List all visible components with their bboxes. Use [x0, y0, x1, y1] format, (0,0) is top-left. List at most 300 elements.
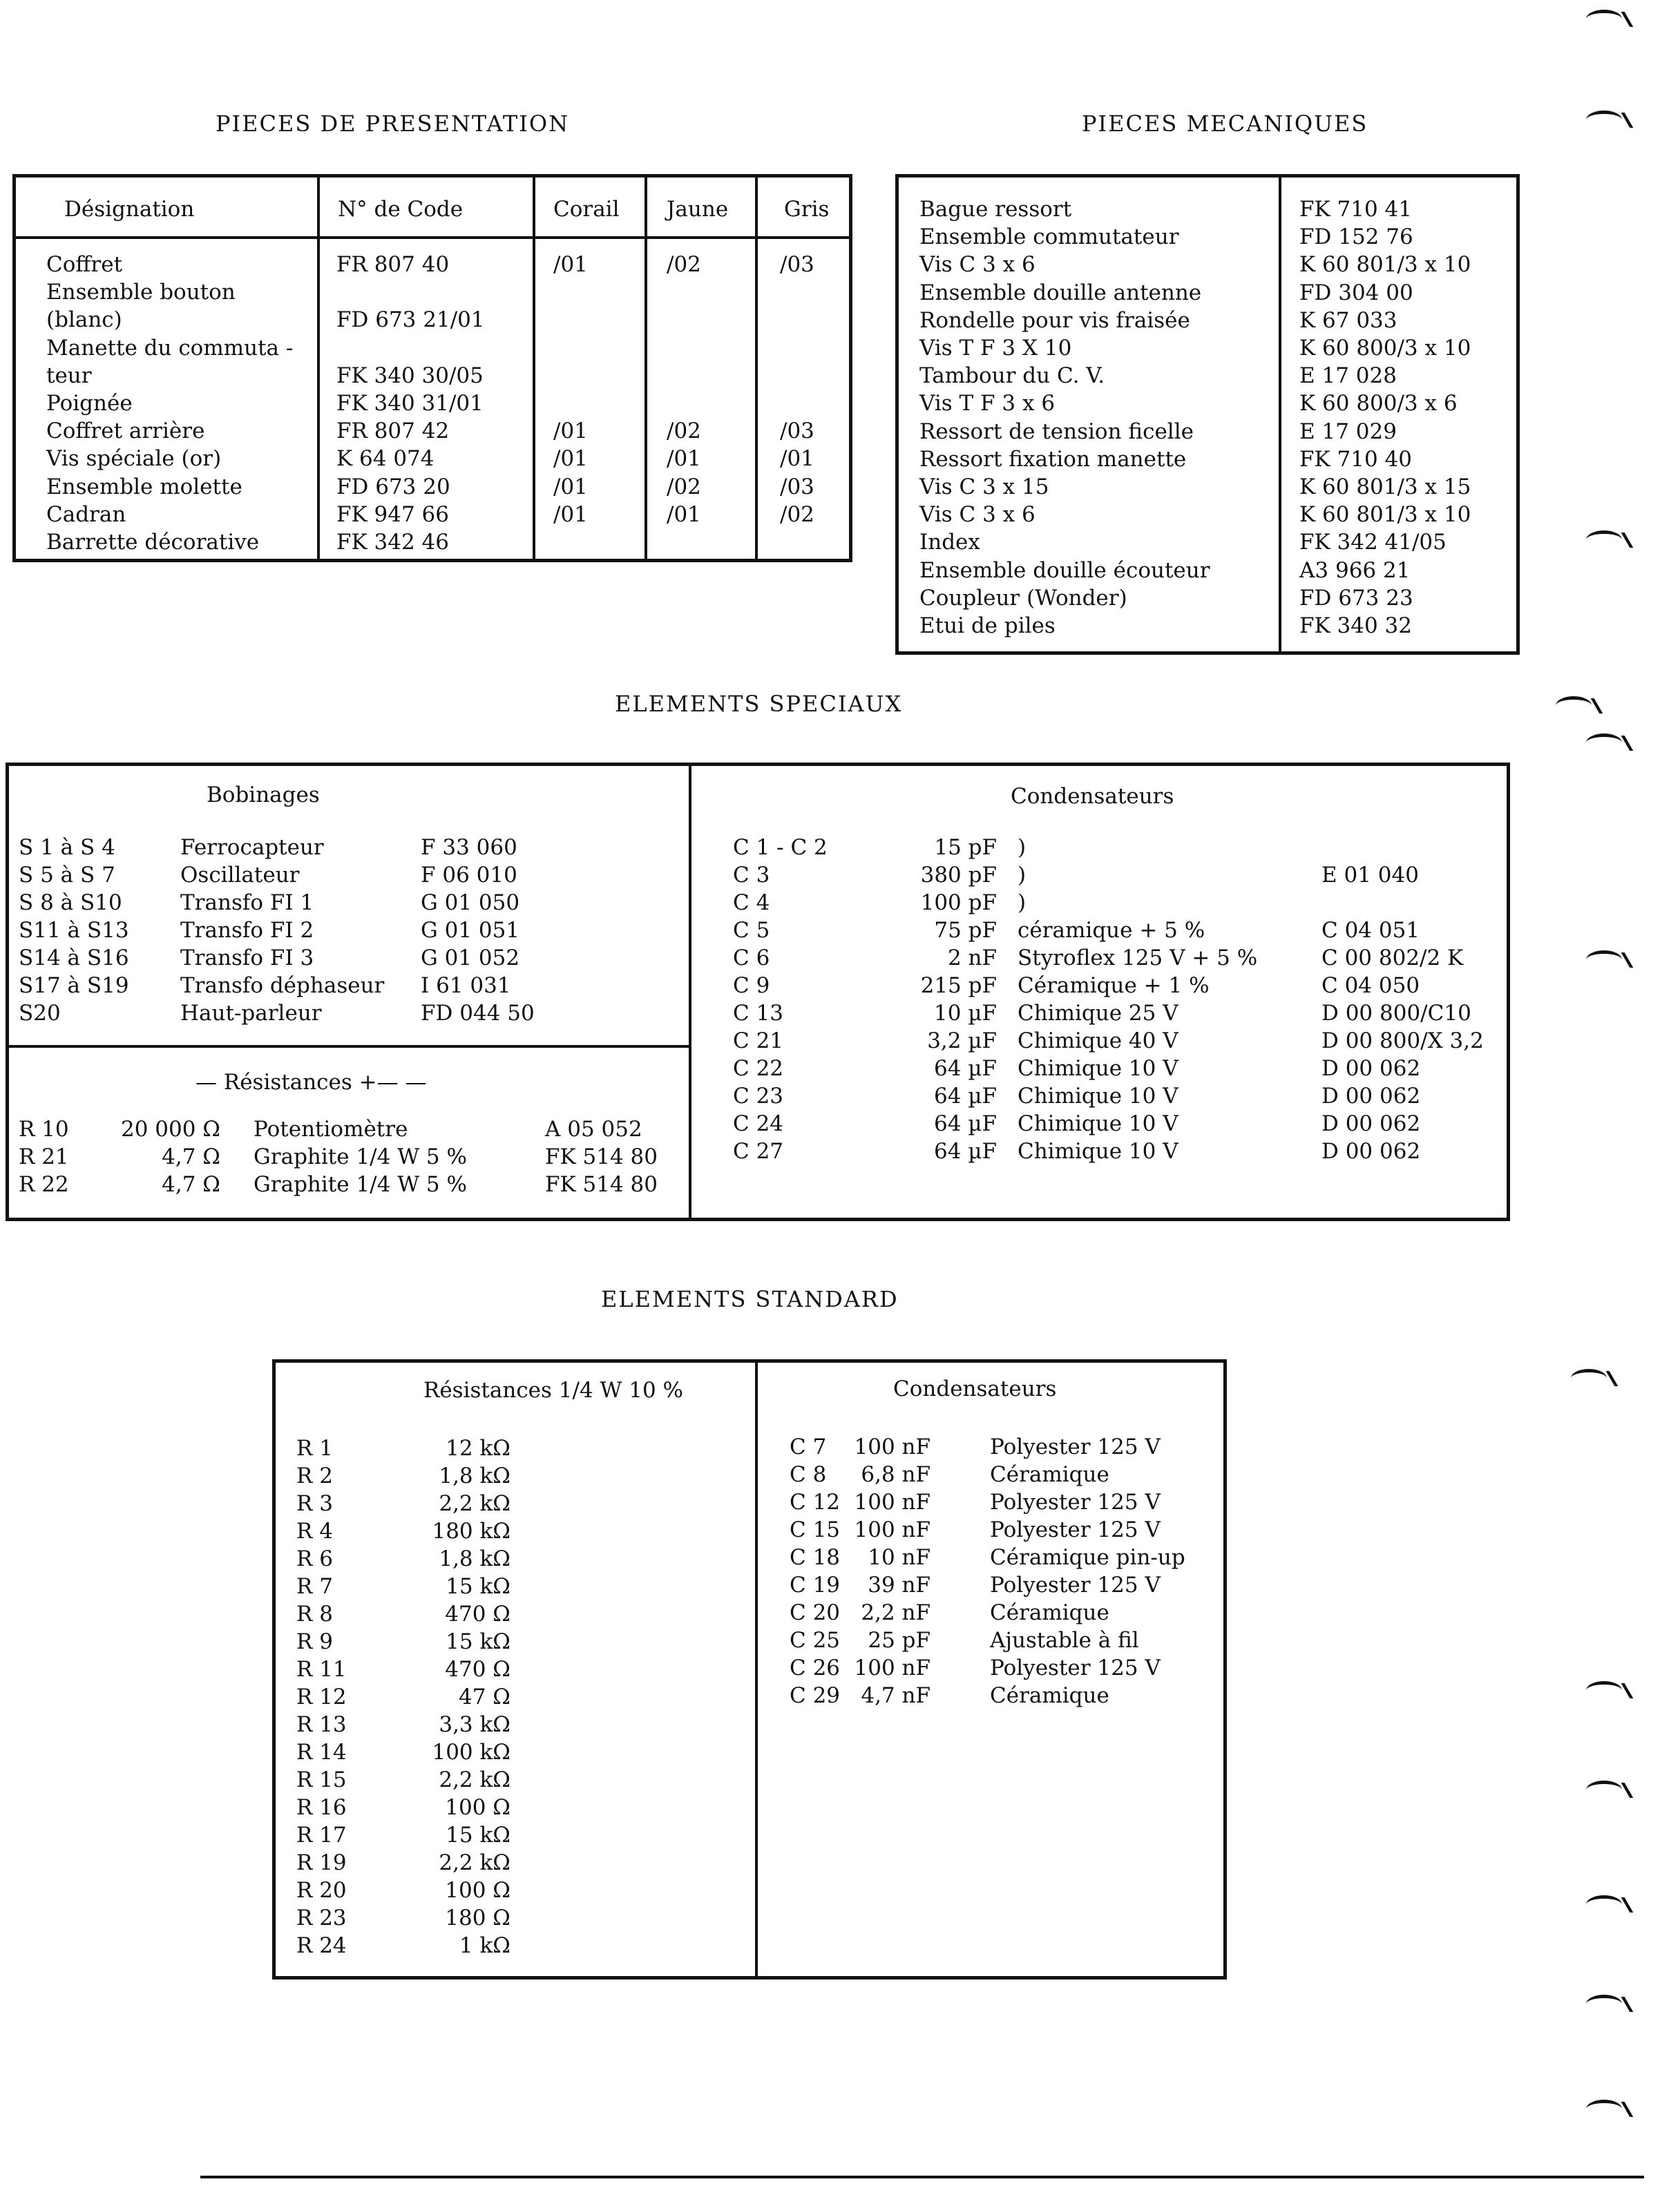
speciaux-condensateur-row-code: D 00 062	[1321, 1056, 1421, 1081]
mecaniques-row-designation: Ensemble commutateur	[919, 224, 1179, 250]
presentation-row	[16, 530, 849, 557]
speciaux-condensateur-row-code: D 00 800/X 3,2	[1321, 1028, 1484, 1053]
standard-resistance-row-ref: R 14	[296, 1740, 347, 1765]
bobinage-row-code: G 01 050	[421, 890, 520, 915]
standard-condensateur-row-value: 39 nF	[868, 1573, 930, 1598]
speciaux-condensateur-row	[9, 1111, 1507, 1139]
speciaux-condensateur-row-ref: C 4	[733, 890, 770, 915]
speciaux-table	[6, 763, 1510, 1221]
mecaniques-row	[899, 530, 1516, 557]
standard-condensateur-row	[276, 1490, 1223, 1517]
speciaux-condensateur-row-ref: C 24	[733, 1111, 784, 1136]
standard-condensateur-row-type: Polyester 125 V	[990, 1435, 1161, 1459]
standard-condensateur-row-ref: C 7	[790, 1435, 827, 1459]
speciaux-condensateur-row-value: 64 µF	[934, 1084, 997, 1109]
mecaniques-row-code: K 60 800/3 x 10	[1299, 336, 1471, 361]
speciaux-condensateur-row-ref: C 23	[733, 1084, 784, 1109]
mecaniques-row-code: E 17 029	[1299, 419, 1397, 444]
standard-resistance-row-value: 2,2 kΩ	[439, 1491, 510, 1516]
speciaux-resistance-row-ref: R 10	[19, 1117, 69, 1142]
standard-condensateur-row	[276, 1545, 1223, 1573]
presentation-row-gris: /01	[780, 446, 814, 472]
mecaniques-row-designation: Tambour du C. V.	[919, 363, 1105, 389]
mecaniques-row-code: K 60 801/3 x 10	[1299, 502, 1471, 528]
standard-resistance-row-value: 15 kΩ	[446, 1823, 510, 1848]
speciaux-resistance-row	[9, 1172, 1507, 1200]
presentation-row	[16, 419, 849, 446]
speciaux-resistances-header: — Résistances +— —	[195, 1070, 427, 1095]
standard-resistance-row	[276, 1795, 1223, 1823]
mecaniques-row-code: K 60 800/3 x 6	[1299, 391, 1458, 416]
standard-resistance-row	[276, 1850, 1223, 1878]
standard-condensateur-row-type: Ajustable à fil	[990, 1628, 1139, 1653]
speciaux-condensateur-row-code: D 00 062	[1321, 1111, 1421, 1136]
presentation-row-code: FK 947 66	[336, 501, 449, 527]
presentation-row-code: FD 673 20	[336, 474, 450, 499]
mecaniques-row-code: A3 966 21	[1299, 557, 1411, 583]
standard-resistance-row-ref: R 6	[296, 1546, 333, 1571]
mecaniques-row	[899, 502, 1516, 530]
mecaniques-row-code: FK 342 41/05	[1299, 530, 1447, 555]
speciaux-condensateur-row-type: Céramique + 1 %	[1018, 973, 1210, 998]
standard-resistance-row-value: 2,2 kΩ	[439, 1850, 510, 1875]
presentation-row-corail: /01	[553, 419, 588, 444]
mecaniques-row	[899, 252, 1516, 280]
mecaniques-row-designation: Vis C 3 x 6	[919, 252, 1035, 278]
speciaux-resistance-row-code: FK 514 80	[545, 1144, 658, 1169]
speciaux-condensateur-row-code: C 00 802/2 K	[1321, 946, 1464, 970]
standard-table	[272, 1359, 1227, 1980]
presentation-row-code: FR 807 40	[336, 252, 450, 277]
binder-mark	[1586, 734, 1622, 752]
standard-resistance-row-value: 100 Ω	[445, 1878, 510, 1903]
speciaux-condensateur-row	[9, 918, 1507, 946]
speciaux-condensateur-row	[9, 1139, 1507, 1167]
speciaux-condensateur-row-code: C 04 050	[1321, 973, 1420, 998]
speciaux-title: ELEMENTS SPECIAUX	[615, 691, 903, 717]
speciaux-condensateur-row-type: )	[1018, 835, 1027, 860]
presentation-row	[16, 252, 849, 280]
presentation-row-gris: /03	[780, 474, 814, 499]
speciaux-resistance-row-code: FK 514 80	[545, 1172, 658, 1197]
standard-resistance-row-value: 2,2 kΩ	[439, 1767, 510, 1792]
speciaux-condensateur-row	[9, 1001, 1507, 1028]
standard-resistance-row-value: 47 Ω	[458, 1685, 510, 1709]
speciaux-condensateur-row-value: 100 pF	[920, 890, 997, 915]
standard-resistance-row-value: 12 kΩ	[446, 1436, 510, 1461]
presentation-row-gris: /03	[780, 252, 814, 277]
speciaux-resistance-row-value: 20 000 Ω	[120, 1117, 220, 1142]
standard-resistance-row-ref: R 9	[296, 1629, 333, 1654]
standard-resistance-row-ref: R 19	[296, 1850, 347, 1875]
standard-resistance-row-ref: R 16	[296, 1795, 347, 1820]
binder-mark	[1586, 1781, 1622, 1799]
binder-mark	[1586, 111, 1622, 129]
bobinage-row-name: Haut-parleur	[180, 1001, 322, 1026]
bobinage-row-code: G 01 052	[421, 946, 520, 970]
binder-mark	[1586, 530, 1622, 549]
mecaniques-row-code: FD 152 76	[1299, 224, 1413, 250]
binder-mark	[1556, 696, 1592, 715]
presentation-row	[16, 307, 849, 335]
header-corail: Corail	[553, 197, 620, 222]
standard-resistance-row-value: 15 kΩ	[446, 1574, 510, 1599]
standard-condensateur-row-value: 100 nF	[854, 1435, 930, 1459]
speciaux-condensateur-row-type: céramique + 5 %	[1018, 918, 1205, 943]
speciaux-condensateur-row-ref: C 1 - C 2	[733, 835, 828, 860]
mecaniques-row-designation: Ressort de tension ficelle	[919, 419, 1194, 444]
mecaniques-row	[899, 447, 1516, 475]
speciaux-condensateur-row	[9, 863, 1507, 890]
presentation-row-code: FR 807 42	[336, 419, 450, 444]
speciaux-condensateur-row-value: 215 pF	[920, 973, 997, 998]
speciaux-condensateur-row-code: D 00 800/C10	[1321, 1001, 1471, 1026]
standard-condensateur-row-value: 2,2 nF	[861, 1600, 930, 1625]
speciaux-condensateur-row	[9, 1028, 1507, 1056]
resistances-label: Résistances	[223, 1070, 352, 1095]
mecaniques-table	[895, 174, 1520, 655]
standard-condensateur-row	[276, 1517, 1223, 1545]
mecaniques-row-designation: Ensemble douille antenne	[919, 280, 1202, 305]
mecaniques-row-code: K 60 801/3 x 10	[1299, 252, 1471, 278]
bobinage-row-code: I 61 031	[421, 973, 511, 998]
standard-resistance-row-ref: R 24	[296, 1933, 347, 1958]
standard-condensateur-row-type: Polyester 125 V	[990, 1656, 1161, 1680]
speciaux-condensateur-row	[9, 973, 1507, 1001]
speciaux-condensateur-row-type: )	[1018, 863, 1027, 888]
presentation-row	[16, 391, 849, 419]
standard-resistance-row-value: 180 Ω	[445, 1906, 510, 1930]
mecaniques-row	[899, 419, 1516, 447]
speciaux-condensateur-row-type: Chimique 10 V	[1018, 1084, 1178, 1109]
presentation-row-code: K 64 074	[336, 446, 435, 472]
speciaux-condensateur-row-value: 10 µF	[934, 1001, 997, 1026]
standard-resistance-row-ref: R 12	[296, 1685, 347, 1709]
standard-condensateur-row-type: Polyester 125 V	[990, 1573, 1161, 1598]
standard-condensateur-row-value: 25 pF	[868, 1628, 930, 1653]
presentation-row-code: FK 340 30/05	[336, 363, 484, 388]
speciaux-resistance-row-type: Graphite 1/4 W 5 %	[254, 1144, 467, 1169]
presentation-row-jaune: /02	[667, 419, 701, 444]
speciaux-condensateur-row-type: Chimique 10 V	[1018, 1111, 1178, 1136]
presentation-row-designation: Ensemble bouton	[46, 280, 236, 305]
mecaniques-row-code: FD 304 00	[1299, 280, 1413, 305]
bobinages-header: Bobinages	[207, 783, 320, 807]
standard-condensateur-row-value: 100 nF	[854, 1490, 930, 1515]
presentation-row-corail: /01	[553, 474, 588, 499]
speciaux-condensateur-row	[9, 1084, 1507, 1111]
standard-resistance-row-value: 1,8 kΩ	[439, 1546, 510, 1571]
mecaniques-row-designation: Index	[919, 530, 980, 555]
presentation-row-jaune: /02	[667, 474, 701, 499]
standard-resistance-row-ref: R 17	[296, 1823, 347, 1848]
mecaniques-row-designation: Vis C 3 x 15	[919, 475, 1049, 499]
mecaniques-row	[899, 363, 1516, 391]
standard-condensateur-row	[276, 1435, 1223, 1462]
presentation-row-designation: teur	[46, 363, 92, 388]
speciaux-condensateur-row-ref: C 3	[733, 863, 770, 888]
mecaniques-row-code: FK 710 40	[1299, 446, 1412, 472]
presentation-row	[16, 502, 849, 530]
speciaux-condensateur-row	[9, 890, 1507, 918]
mecaniques-row	[899, 613, 1516, 641]
standard-resistance-row-ref: R 20	[296, 1878, 347, 1903]
standard-resistance-row	[276, 1906, 1223, 1933]
mecaniques-row-code: FK 710 41	[1299, 197, 1412, 222]
standard-condensateur-row-type: Céramique	[990, 1683, 1109, 1708]
standard-resistance-row-value: 3,3 kΩ	[439, 1712, 510, 1737]
standard-resistance-row	[276, 1767, 1223, 1795]
speciaux-resistance-row-type: Graphite 1/4 W 5 %	[254, 1172, 467, 1197]
speciaux-condensateur-row-value: 3,2 µF	[927, 1028, 997, 1053]
mecaniques-row-designation: Ensemble douille écouteur	[919, 557, 1210, 583]
standard-condensateur-row-type: Céramique pin-up	[990, 1545, 1185, 1570]
bobinage-row-ref: S 8 à S10	[19, 890, 122, 915]
standard-condensateur-row-value: 100 nF	[854, 1517, 930, 1542]
presentation-row	[16, 446, 849, 474]
bobinage-row-name: Transfo déphaseur	[180, 973, 385, 998]
speciaux-resistance-row-ref: R 22	[19, 1172, 69, 1197]
standard-condensateur-row-ref: C 18	[790, 1545, 841, 1570]
presentation-row-corail: /01	[553, 252, 588, 277]
standard-title: ELEMENTS STANDARD	[601, 1286, 899, 1312]
binder-mark	[1586, 950, 1622, 969]
presentation-row	[16, 280, 849, 307]
presentation-row-designation: Ensemble molette	[46, 474, 242, 499]
mecaniques-title: PIECES MECANIQUES	[1082, 111, 1368, 137]
speciaux-resistance-row-ref: R 21	[19, 1144, 69, 1169]
standard-resistance-row-value: 470 Ω	[445, 1657, 510, 1682]
presentation-row-designation: Vis spéciale (or)	[46, 446, 222, 472]
standard-condensateur-row-ref: C 20	[790, 1600, 841, 1625]
standard-condensateur-row	[276, 1462, 1223, 1490]
presentation-row-designation: Coffret arrière	[46, 419, 205, 444]
presentation-row-code: FD 673 21/01	[336, 307, 485, 333]
presentation-row-code: FK 340 31/01	[336, 391, 484, 416]
mecaniques-row	[899, 475, 1516, 502]
mecaniques-row	[899, 336, 1516, 363]
speciaux-resistance-row-value: 4,7 Ω	[162, 1144, 220, 1169]
speciaux-condensateur-row-ref: C 22	[733, 1056, 784, 1081]
standard-resistance-row	[276, 1933, 1223, 1961]
bobinage-row-ref: S11 à S13	[19, 918, 129, 943]
standard-condensateur-row-ref: C 19	[790, 1573, 841, 1598]
mecaniques-row	[899, 308, 1516, 336]
presentation-row	[16, 475, 849, 502]
header-gris: Gris	[784, 197, 830, 222]
binder-mark	[1586, 1895, 1622, 1914]
presentation-row-designation: Barrette décorative	[46, 530, 260, 555]
binder-mark	[1586, 1995, 1622, 2013]
presentation-row-jaune: /01	[667, 446, 701, 472]
presentation-row-designation: Poignée	[46, 391, 133, 416]
mecaniques-row	[899, 197, 1516, 224]
standard-condensateur-row-type: Céramique	[990, 1600, 1109, 1625]
speciaux-resistance-row-type: Potentiomètre	[254, 1117, 408, 1142]
standard-resistance-row-value: 1,8 kΩ	[439, 1464, 510, 1488]
standard-resistance-row	[276, 1740, 1223, 1767]
presentation-row-jaune: /02	[667, 252, 701, 277]
standard-condensateur-row-type: Céramique	[990, 1462, 1109, 1487]
presentation-table	[12, 174, 852, 562]
mecaniques-row	[899, 558, 1516, 586]
standard-resistance-row-value: 1 kΩ	[459, 1933, 510, 1958]
speciaux-condensateur-row-ref: C 13	[733, 1001, 784, 1026]
speciaux-condensateur-row-code: D 00 062	[1321, 1084, 1421, 1109]
presentation-row-code: FK 342 46	[336, 530, 449, 555]
mecaniques-row-code: FD 673 23	[1299, 585, 1413, 611]
bobinage-row-name: Transfo FI 2	[180, 918, 314, 943]
standard-condensateur-row	[276, 1628, 1223, 1656]
presentation-row-gris: /02	[780, 501, 814, 527]
standard-condensateurs-header: Condensateurs	[893, 1377, 1057, 1401]
presentation-row	[16, 336, 849, 363]
mecaniques-row	[899, 391, 1516, 419]
standard-resistance-row	[276, 1878, 1223, 1906]
standard-condensateur-row-value: 6,8 nF	[861, 1462, 930, 1487]
standard-condensateur-row-ref: C 29	[790, 1683, 841, 1708]
speciaux-condensateur-row-ref: C 5	[733, 918, 770, 943]
header-jaune: Jaune	[667, 197, 729, 222]
speciaux-condensateur-row-value: 15 pF	[934, 835, 997, 860]
bottom-rule	[200, 2176, 1644, 2178]
standard-resistance-row-ref: R 13	[296, 1712, 347, 1737]
standard-resistance-row-value: 470 Ω	[445, 1602, 510, 1627]
mecaniques-row-designation: Vis T F 3 x 6	[919, 391, 1056, 416]
mecaniques-row-code: K 60 801/3 x 15	[1299, 475, 1471, 499]
speciaux-condensateur-row-type: Chimique 40 V	[1018, 1028, 1178, 1053]
speciaux-resistance-row-code: A 05 052	[545, 1117, 642, 1142]
speciaux-condensateur-row	[9, 835, 1507, 863]
presentation-row-designation: Manette du commuta -	[46, 335, 294, 361]
header-code: N° de Code	[338, 197, 464, 222]
speciaux-condensateur-row-value: 2 nF	[947, 946, 997, 970]
speciaux-condensateur-row	[9, 1056, 1507, 1084]
speciaux-condensateur-row-value: 64 µF	[934, 1139, 997, 1164]
speciaux-condensateur-row-type: Chimique 25 V	[1018, 1001, 1178, 1026]
speciaux-condensateurs-header: Condensateurs	[1011, 784, 1174, 809]
standard-resistance-row-ref: R 15	[296, 1767, 347, 1792]
speciaux-condensateur-row-code: D 00 062	[1321, 1139, 1421, 1164]
presentation-row	[16, 363, 849, 391]
mecaniques-row-designation: Vis C 3 x 6	[919, 502, 1035, 528]
standard-condensateur-row-ref: C 26	[790, 1656, 841, 1680]
presentation-row-designation: Coffret	[46, 252, 123, 277]
speciaux-condensateur-row-type: Chimique 10 V	[1018, 1056, 1178, 1081]
standard-condensateur-row-value: 100 nF	[854, 1656, 930, 1680]
presentation-row-corail: /01	[553, 501, 588, 527]
standard-resistance-row-ref: R 23	[296, 1906, 347, 1930]
bobinage-row-code: F 06 010	[421, 863, 517, 888]
mecaniques-row-code: E 17 028	[1299, 363, 1397, 389]
bobinage-row-ref: S14 à S16	[19, 946, 129, 970]
binder-mark	[1586, 10, 1622, 28]
header-designation: Désignation	[64, 197, 195, 222]
speciaux-condensateur-row-value: 380 pF	[920, 863, 997, 888]
speciaux-condensateur-row-ref: C 21	[733, 1028, 784, 1053]
presentation-row-gris: /03	[780, 419, 814, 444]
mecaniques-row-designation: Coupleur (Wonder)	[919, 585, 1127, 611]
binder-mark	[1586, 1681, 1622, 1700]
speciaux-condensateur-row	[9, 946, 1507, 973]
standard-resistance-row-ref: R 1	[296, 1436, 333, 1461]
mecaniques-row-designation: Rondelle pour vis fraisée	[919, 307, 1190, 333]
presentation-row-corail: /01	[553, 446, 588, 472]
bobinage-row-name: Ferrocapteur	[180, 835, 324, 860]
presentation-row-jaune: /01	[667, 501, 701, 527]
speciaux-condensateur-row-value: 75 pF	[934, 918, 997, 943]
bobinage-row-ref: S17 à S19	[19, 973, 129, 998]
standard-condensateur-row-value: 4,7 nF	[861, 1683, 930, 1708]
standard-condensateur-row-type: Polyester 125 V	[990, 1490, 1161, 1515]
speciaux-condensateur-row-ref: C 27	[733, 1139, 784, 1164]
standard-condensateur-row-ref: C 25	[790, 1628, 841, 1653]
bobinage-row-ref: S 1 à S 4	[19, 835, 115, 860]
mecaniques-row-designation: Bague ressort	[919, 197, 1072, 222]
standard-condensateur-row-ref: C 12	[790, 1490, 841, 1515]
standard-resistance-row	[276, 1712, 1223, 1740]
mecaniques-row-designation: Ressort fixation manette	[919, 446, 1187, 472]
standard-condensateur-row	[276, 1600, 1223, 1628]
speciaux-condensateur-row-value: 64 µF	[934, 1111, 997, 1136]
standard-condensateur-row-ref: C 8	[790, 1462, 827, 1487]
standard-resistance-row-ref: R 4	[296, 1519, 333, 1544]
mecaniques-row	[899, 586, 1516, 613]
standard-resistance-row-ref: R 2	[296, 1464, 333, 1488]
binder-mark	[1586, 2100, 1622, 2118]
standard-condensateur-row-type: Polyester 125 V	[990, 1517, 1161, 1542]
mecaniques-row-code: K 67 033	[1299, 307, 1397, 333]
bobinage-row-name: Oscillateur	[180, 863, 300, 888]
speciaux-condensateur-row-code: C 04 051	[1321, 918, 1420, 943]
standard-condensateur-row	[276, 1683, 1223, 1711]
standard-resistance-row-value: 15 kΩ	[446, 1629, 510, 1654]
bobinage-row-code: F 33 060	[421, 835, 517, 860]
bobinage-row-name: Transfo FI 1	[180, 890, 314, 915]
standard-resistance-row-value: 100 kΩ	[432, 1740, 510, 1765]
mecaniques-row	[899, 280, 1516, 308]
speciaux-condensateur-row-type: Chimique 10 V	[1018, 1139, 1178, 1164]
bobinage-row-ref: S20	[19, 1001, 61, 1026]
speciaux-condensateur-row-ref: C 9	[733, 973, 770, 998]
standard-resistances-header: Résistances 1/4 W 10 %	[423, 1378, 684, 1403]
speciaux-resistance-row-value: 4,7 Ω	[162, 1172, 220, 1197]
standard-condensateur-row	[276, 1656, 1223, 1683]
bobinage-row-code: FD 044 50	[421, 1001, 535, 1026]
standard-resistance-row-value: 100 Ω	[445, 1795, 510, 1820]
bobinage-row-code: G 01 051	[421, 918, 520, 943]
mecaniques-row-code: FK 340 32	[1299, 613, 1412, 638]
standard-resistance-row-ref: R 3	[296, 1491, 333, 1516]
speciaux-condensateur-row-value: 64 µF	[934, 1056, 997, 1081]
bobinage-row-ref: S 5 à S 7	[19, 863, 115, 888]
standard-resistance-row-ref: R 8	[296, 1602, 333, 1627]
standard-resistance-row-ref: R 7	[296, 1574, 333, 1599]
standard-condensateur-row-ref: C 15	[790, 1517, 841, 1542]
presentation-title: PIECES DE PRESENTATION	[216, 111, 570, 137]
bobinage-row-name: Transfo FI 3	[180, 946, 314, 970]
standard-resistance-row-value: 180 kΩ	[432, 1519, 510, 1544]
mecaniques-row	[899, 224, 1516, 252]
presentation-row-designation: (blanc)	[46, 307, 122, 333]
standard-resistance-row-ref: R 11	[296, 1657, 347, 1682]
speciaux-condensateur-row-ref: C 6	[733, 946, 770, 970]
standard-condensateur-row	[276, 1573, 1223, 1600]
speciaux-condensateur-row-code: E 01 040	[1321, 863, 1419, 888]
standard-resistance-row	[276, 1823, 1223, 1850]
mecaniques-row-designation: Etui de piles	[919, 613, 1056, 638]
speciaux-condensateur-row-type: )	[1018, 890, 1027, 915]
